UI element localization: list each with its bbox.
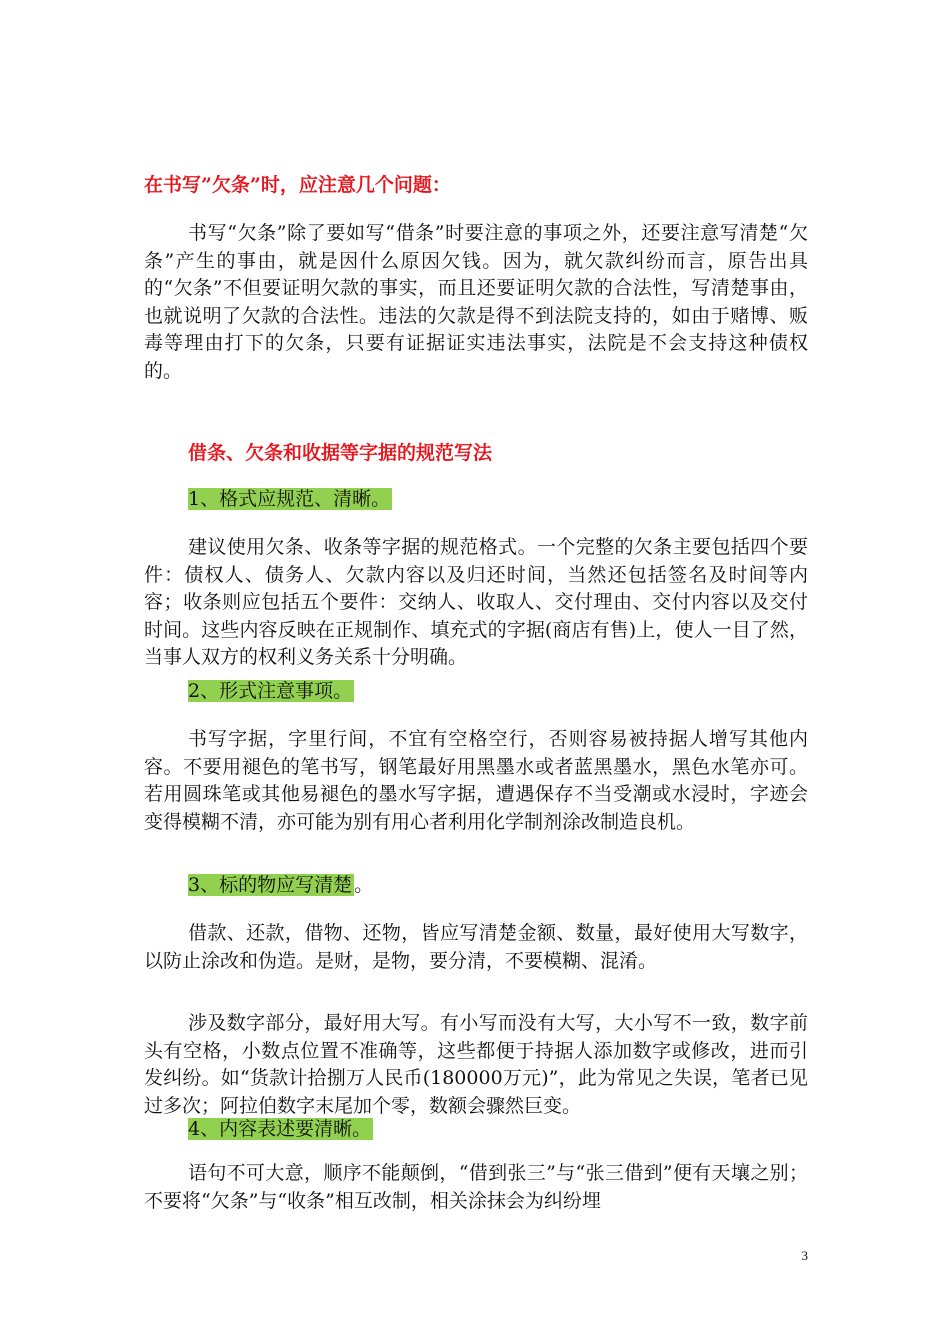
item-heading-4-highlighted: 4、内容表述要清晰。 (188, 1118, 372, 1140)
paragraph-item-3b: 涉及数字部分，最好用大写。有小写而没有大写，大小写不一致，数字前头有空格，小数点位置不准确等，这些都便于持据人添加数字或修改，进而引发纠纷。如“货款计拾捌万人民币(180000万元)”，此为常见之失误，笔者已见过多次；阿拉伯数字末尾加个零，数额会骤然巨变。 (144, 1012, 808, 1117)
item-heading-3-tail: 。 (354, 874, 374, 896)
paragraph-item-2: 书写字据，字里行间，不宜有空格空行，否则容易被持据人增写其他内容。不要用褪色的笔书写，钢笔最好用黑墨水或者蓝黑墨水，黑色水笔亦可。若用圆珠笔或其他易褪色的墨水写字据，遭遇保存不当受潮或水浸时，字迹会变得模糊不清，亦可能为别有用心者利用化学制剂涂改制造良机。 (144, 728, 808, 833)
item-heading-1-highlighted: 1、格式应规范、清晰。 (188, 488, 391, 510)
item-heading-3-highlighted: 3、标的物应写清楚 (188, 874, 353, 896)
item-heading-2-highlighted: 2、形式注意事项。 (188, 680, 353, 702)
section-heading-iou-notes: 在书写”欠条”时，应注意几个问题： (144, 174, 451, 196)
section-heading-standard-writing: 借条、欠条和收据等字据的规范写法 (188, 442, 493, 464)
item-heading-1 (188, 486, 392, 512)
paragraph-item-4: 语句不可大意，顺序不能颠倒，“借到张三”与“张三借到”便有天壤之别；不要将“欠条”与“收条”相互改制，相关涂抹会为纠纷埋 (144, 1162, 808, 1212)
item-heading-4 (188, 1116, 373, 1142)
item-heading-2 (188, 678, 354, 704)
paragraph-item-1: 建议使用欠条、收条等字据的规范格式。一个完整的欠条主要包括四个要件：债权人、债务人、欠款内容以及归还时间，当然还包括签名及时间等内容；收条则应包括五个要件：交纳人、收取人、交付理由、交付内容以及交付时间。这些内容反映在正规制作、填充式的字据(商店有售)上，使人一目了然，当事人双方的权利义务关系十分明确。 (144, 536, 808, 668)
paragraph-item-3a: 借款、还款，借物、还物，皆应写清楚金额、数量，最好使用大写数字，以防止涂改和伪造。是财，是物，要分清，不要模糊、混淆。 (144, 922, 808, 972)
item-heading-3 (188, 872, 373, 898)
paragraph-iou-notes: 书写“欠条”除了要如写“借条”时要注意的事项之外，还要注意写清楚“欠条”产生的事由，就是因什么原因欠钱。因为，就欠款纠纷而言，原告出具的“欠条”不但要证明欠款的事实，而且还要证明欠款的合法性，写清楚事由，也就说明了欠款的合法性。违法的欠款是得不到法院支持的，如由于赌博、贩毒等理由打下的欠条，只要有证据证实违法事实，法院是不会支持这种债权的。 (144, 222, 808, 382)
page-number: 3 (801, 1248, 808, 1263)
